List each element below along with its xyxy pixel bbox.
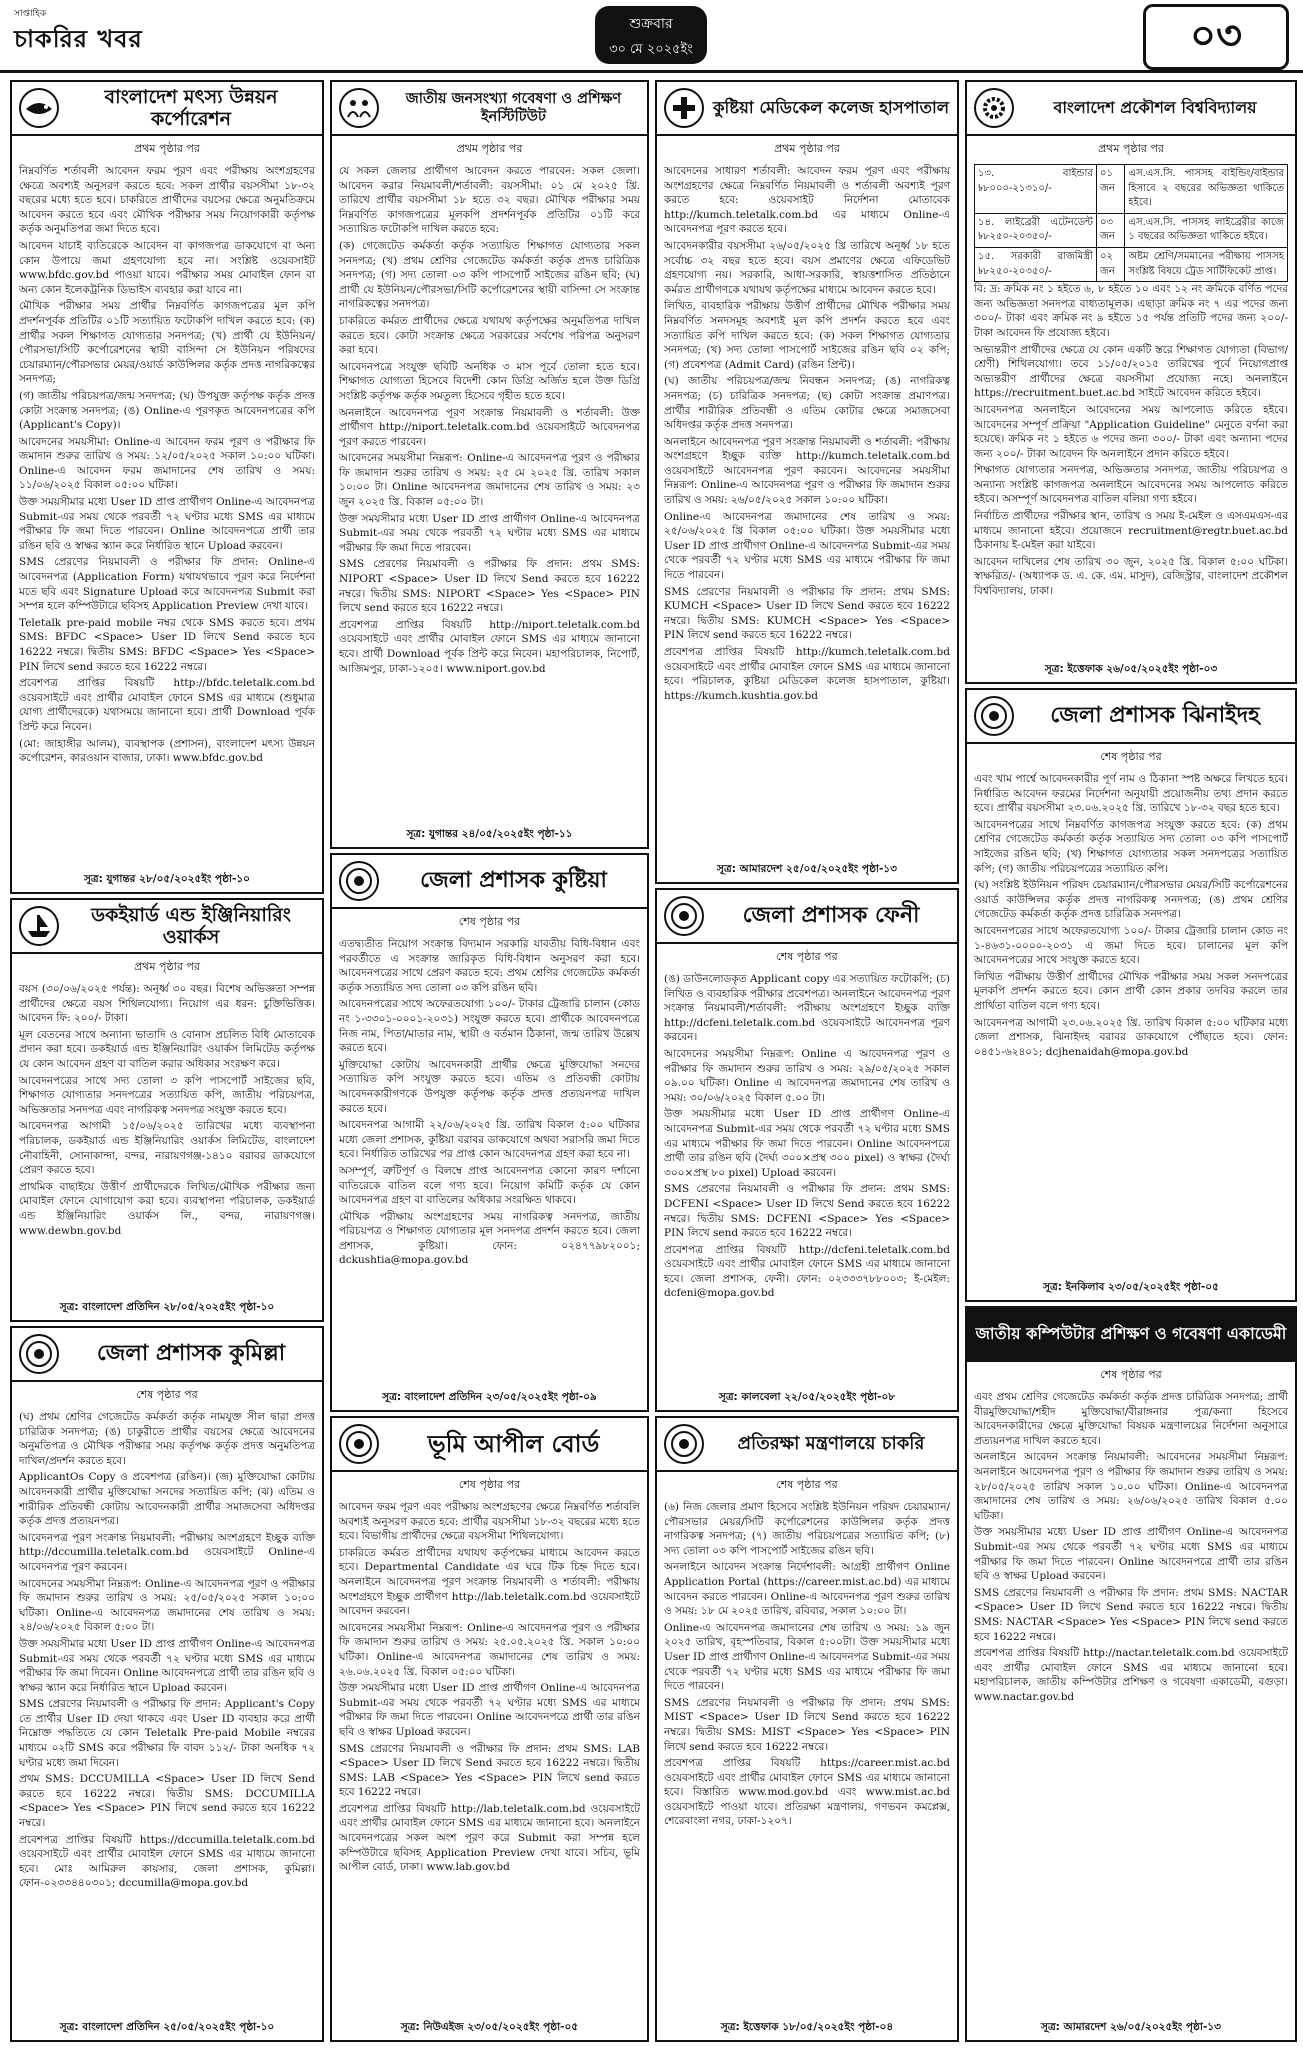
ad-continued-label: প্রথম পৃষ্ঠার পর bbox=[456, 142, 523, 155]
ad-paragraph: চাকরিতে কর্মরত প্রার্থীদের যথাযথ কর্তৃপক্ষের মাধ্যমে আবেদন করতে হবে। Departmental Candidate এর ঘরে টিক চিহ্ন দিতে হবে। অনলাইনে আবেদনপত্র পূরণ সংক্রান্ত নিয়মাবলী ও শর্তাবলী: পরীক্ষায় অংশগ্রহণে ইচ্ছুক প্রার্থীগণ http://lab.teletalk.com.bd ওয়েবসাইটে আবেদন করবেন। bbox=[339, 1546, 640, 1618]
ad-body bbox=[332, 1498, 647, 1875]
ad-paragraph: আবেদন দাখিলের শেষ তারিখ ৩০ জুন, ২০২৫ খ্রি. বিকাল ৫:০০ ঘটিকা। স্বাক্ষরিত/- (অধ্যাপক ড. এ. কে. এম. মাসুদ), রেজিস্ট্রার, বাংলাদেশ প্রকৌশল বিশ্ববিদ্যালয়, ঢাকা। bbox=[974, 555, 1288, 598]
govt-seal-icon bbox=[338, 1423, 380, 1465]
ad-title: জেলা প্রশাসক ফেনী bbox=[742, 903, 920, 928]
niport-logo-icon bbox=[338, 87, 380, 129]
ad-paragraph: SMS প্রেরণের নিয়মাবলী ও পরীক্ষার ফি প্রদান: প্রথম SMS: DCFENI <Space> User ID লিখে Send করতে হবে 16222 নম্বরে। দ্বিতীয় SMS: DCFENI <Space> Yes <Space> PIN লিখে send করতে হবে 16222 নম্বরে। bbox=[664, 1183, 950, 1240]
ad-niport bbox=[330, 80, 649, 849]
ad-paragraph: আবেদন যাচাই ব্যতিরেকে আবেদন বা কাগজপত্র ডাকযোগে বা অন্য কোন উপায়ে জমা গ্রহণযোগ্য হবে না। সংশ্লিষ্ট ওয়েবসাইট www.bfdc.gov.bd পাওয়া যাবে। পরীক্ষার সময় মোবাইল ফোন বা অন্য কোন ইলেকট্রনিক ডিভাইস ব্যবহার করা যাবে না। bbox=[19, 239, 315, 296]
ad-source: সূত্র: কালবেলা ২২/০৫/২০২৫ইং পৃষ্ঠা-০৮ bbox=[718, 1391, 896, 1403]
ad-nactar bbox=[965, 1306, 1297, 2042]
ad-source: সূত্র: বাংলাদেশ প্রতিদিন ২৫/০৫/২০২৫ইং পৃষ্ঠা-১০ bbox=[59, 2021, 275, 2033]
issue-date-badge bbox=[595, 6, 707, 64]
table-row bbox=[975, 247, 1288, 281]
ad-paragraph: অনলাইনে আবেদন সংক্রান্ত নির্দেশাবলী: আগ্রহী প্রার্থীগণ Online Application Portal (https://career.mist.ac.bd) এর মাধ্যমে আবেদন করতে পারবেন। Online-এ আবেদনপত্র পূরণ শুরুর তারিখ ও সময়: ১৮ মে ২০২৫ তারিখ, রবিবার, সকাল ১০:০০ টা। bbox=[664, 1561, 950, 1618]
ad-paragraph: SMS প্রেরণের নিয়মাবলী ও পরীক্ষার ফি প্রদান: Online-এ আবেদনপত্র (Application Form) যথাযথভাবে পূরণ করে নির্দেশনা মতে ছবি এবং Signature Upload করে আবেদনপত্র Submit করা সম্পন্ন হলে কম্পিউটারে ছবিসহ Application Preview দেখা যাবে। bbox=[19, 556, 315, 613]
ad-paragraph: অনলাইনে আবেদনপত্র পূরণ সংক্রান্ত নিয়মাবলী ও শর্তাবলী: উক্ত প্রার্থীগণ http://niport.teletalk.com.bd ওয়েবসাইটে আবেদনপত্র পূরণ করতে পারবেন। bbox=[339, 406, 640, 448]
govt-seal-icon bbox=[663, 1423, 705, 1465]
medical-logo-icon bbox=[663, 87, 705, 129]
ad-paragraph: মূল বেতনের সাথে অন্যান্য ভাতাদি ও বোনাস প্রচলিত বিধি মোতাবেক প্রদান করা হবে। ডকইয়ার্ড এন্ড ইঞ্জিনিয়ারিং ওয়ার্কস লিমিটেড কর্তৃপক্ষ যে কোন আবেদন গ্রহণ বা বাতিল করার অধিকার সংরক্ষণ করে। bbox=[19, 1028, 315, 1070]
ad-paragraph: লিখিত, ব্যবহারিক পরীক্ষায় উত্তীর্ণ প্রার্থীদের মৌখিক পরীক্ষার সময় নিম্নবর্ণিত সনদসমূহ অবশ্যই মূল কপি প্রদর্শন করতে হবে এবং সত্যায়িত কপি দাখিল করতে হবে: (ক) সকল শিক্ষাগত যোগ্যতার সনদপত্র; (খ) সদ্য তোলা পাসপোর্ট সাইজের রঙিন ছবি ০২ কপি; (গ) প্রবেশপত্র (Admit Card) (রঙিন প্রিন্ট)। bbox=[664, 300, 950, 371]
ad-paragraph: প্রবেশপত্র প্রাপ্তির বিষয়টি http://dcfeni.teletalk.com.bd ওয়েবসাইটে এবং প্রার্থীর মোবাইল ফোনে SMS এর মাধ্যমে জানানো হবে। জেলা প্রশাসক, ফেনী। ফোন: ০২৩৩৩৭৮৮০০৩; ই-মেইল: dcfeni@mopa.gov.bd bbox=[664, 1243, 950, 1300]
ad-header bbox=[657, 82, 957, 136]
ad-paragraph: আবেদনের সময়সীমা নিম্নরূপ: Online-এ আবেদনপত্র পূরণ ও পরীক্ষার ফি জমাদান শুরুর তারিখ ও সময়: ২৫/০৫/২০২৫ সকাল ১০:০০ ঘটিকা। Online-এ আবেদনপত্র জমাদানের শেষ তারিখ ও সময়: ২৪/০৬/২০২৫ বিকাল ৫:০০ টা। bbox=[19, 1577, 315, 1634]
ad-paragraph: যে সকল জেলার প্রার্থীগণ আবেদন করতে পারবেন: সকল জেলা। আবেদন করার নিয়মাবলী/শর্তাবলী: বয়সসীমা: ০১ মে ২০২৫ খ্রি. তারিখে প্রার্থীর বয়সসীমা ১৮ হতে ৩২ বছর। মৌখিক পরীক্ষার সময় নিম্নবর্ণিত কাগজপত্রের মূলকপি প্রদর্শনপূর্বক প্রতিটির ০১টি করে সত্যায়িত ফটোকপি দাখিল করতে হবে: bbox=[339, 165, 640, 236]
ad-header bbox=[12, 900, 322, 954]
govt-seal-icon bbox=[973, 695, 1015, 737]
ad-title: বাংলাদেশ মৎস্য উন্নয়ন কর্পোরেশন bbox=[104, 86, 278, 130]
ad-body bbox=[657, 970, 957, 1301]
ad-paragraph: আবেদনপত্রের সাথে অফেরতযোগ্য ১০০/- টাকার ট্রেজারি চালান (কোড নং ১-৩৩০১-০০০১-২০৩১) সংযুক্ত করতে হবে। প্রার্থীকে আবেদনপত্রে নিজ নাম, পিতা/মাতার নাম, স্থায়ী ও বর্তমান ঠিকানা, জন্ম তারিখ উল্লেখ করতে হবে। bbox=[339, 998, 640, 1055]
ad-continued-label: শেষ পৃষ্ঠার পর bbox=[1100, 750, 1162, 763]
ad-paragraph: Teletalk pre-paid mobile নম্বর থেকে SMS করতে হবে। প্রথম SMS: BFDC <Space> User ID লিখে Send করতে হবে 16222 নম্বরে। দ্বিতীয় SMS: BFDC <Space> Yes <Space> PIN লিখে send করতে হবে 16222 নম্বরে। bbox=[19, 616, 315, 673]
issue-day: শুক্রবার bbox=[629, 16, 673, 32]
ad-body bbox=[332, 935, 647, 1268]
ad-source: সূত্র: নিউএইজ ২৩/০৫/২০২৫ইং পৃষ্ঠা-০৫ bbox=[400, 2021, 579, 2033]
ad-paragraph: আবেদনপত্রের সাথে নিম্নবর্ণিত কাগজপত্র সংযুক্ত করতে হবে: (ক) প্রথম শ্রেণির গেজেটেড কর্মকর্তা কর্তৃক সত্যায়িত সদ্য তোলা ০৩ কপি পাসপোর্ট সাইজের রঙিন ছবি; (খ) শিক্ষাগত যোগ্যতার সকল সনদপত্রের সত্যায়িত কপি; (গ) জাতীয় পরিচয়পত্রের সত্যায়িত কপি। bbox=[974, 818, 1288, 875]
ad-dc-feni bbox=[655, 888, 959, 1412]
ad-defence-ministry bbox=[655, 1416, 959, 2042]
post-table bbox=[974, 164, 1288, 282]
ad-title: জেলা প্রশাসক কুষ্টিয়া bbox=[420, 868, 607, 893]
ad-continued-label: শেষ পৃষ্ঠার পর bbox=[458, 1478, 521, 1491]
ad-paragraph: SMS প্রেরণের নিয়মাবলী ও পরীক্ষার ফি প্রদান: প্রথম SMS: NIPORT <Space> User ID লিখে Send করতে হবে 16222 নম্বরে। দ্বিতীয় SMS: NIPORT <Space> Yes <Space> PIN লিখে send করতে হবে 16222 নম্বরে। bbox=[339, 558, 640, 615]
ad-paragraph: আবেদনপত্রের সাথে অফেরতযোগ্য ১০০/- টাকার ট্রেজারি চালান কোড নং ১-৪৬৩১-০০০০-২০৩১ এ জমা দিতে হবে। চালানের মূল কপি আবেদনপত্রের সাথে সংযুক্ত করতে হবে। bbox=[974, 924, 1288, 967]
masthead bbox=[0, 0, 1303, 73]
ad-paragraph: বি: দ্র: ক্রমিক নং ১ হইতে ৬, ৮ হইতে ১০ এবং ১২ নং ক্রমিকে বর্ণিত পদের জন্য অভিজ্ঞতা সনদপত্র বাধ্যতামূলক। এছাড়া ক্রমিক নং ৭ এর পদের জন্য ৩০০/- টাকা এবং ক্রমিক নং ৯ হইতে ১৫ পর্যন্ত প্রতিটি পদের জন্য ২০০/- টাকা আবেদন ফি প্রযোজ্য হইবে। bbox=[974, 283, 1288, 339]
ad-source: সূত্র: ইনকিলাব ২৩/০৫/২০২৫ইং পৃষ্ঠা-০৫ bbox=[1043, 1281, 1219, 1293]
requirement-cell: অষ্টম শ্রেণি/সমমানের পরীক্ষায় পাসসহ সংশ্লিষ্ট বিষয়ে ট্রেড সার্টিফিকেট প্রাপ্ত। bbox=[1125, 247, 1288, 281]
brand-tagline: সাপ্তাহিক bbox=[14, 9, 47, 19]
requirement-cell: এস.এস.সি. পাসসহ বাইন্ডিং/বাইন্ডার হিসাবে ২ বছরের অভিজ্ঞতা থাকিতে হইবে। bbox=[1125, 165, 1288, 214]
ad-title: প্রতিরক্ষা মন্ত্রণালয়ে চাকরি bbox=[737, 1433, 925, 1454]
ad-continued-label: শেষ পৃষ্ঠার পর bbox=[776, 1478, 838, 1491]
ad-dc-jhenaidah bbox=[965, 688, 1297, 1302]
ad-paragraph: আবেদনপত্রে সংযুক্ত ছবিটি অনধিক ৩ মাস পূর্বে তোলা হতে হবে। শিক্ষাগত যোগ্যতা হিসেবে বিদেশী কোন ডিগ্রি অর্জিত হলে উক্ত ডিগ্রি সংশ্লিষ্ট কর্তৃপক্ষ কর্তৃক সমতুল্য হিসেবে গৃহীত হতে হবে। bbox=[339, 360, 640, 402]
ad-source: সূত্র: যুগান্তর ২৮/০৫/২০২৫ইং পৃষ্ঠা-১০ bbox=[83, 873, 251, 885]
ad-header bbox=[967, 1308, 1295, 1362]
requirement-cell: এস.এস.সি. পাসসহ লাইব্রেরীর কাজে ১ বছরের অভিজ্ঞতা থাকিতে হইবে। bbox=[1125, 213, 1288, 247]
ad-paragraph: উক্ত সময়সীমার মধ্যে User ID প্রাপ্ত প্রার্থীগণ Online-এ আবেদনপত্র Submit-এর সময় থেকে পরবর্তী ৭২ ঘণ্টার মধ্যে SMS এর মাধ্যমে পরীক্ষার ফি জমা দিবেন। Online আবেদনপত্রে প্রার্থী তার রঙিন ছবি ও স্বাক্ষর স্ক্যান করে নির্ধারিত স্থানে Upload করবেন। bbox=[19, 1637, 315, 1694]
issue-date: ৩০ মে ২০২৫ইং bbox=[609, 42, 693, 57]
ad-paragraph: উক্ত সময়সীমার মধ্যে User ID প্রাপ্ত প্রার্থীগণ Online-এ আবেদনপত্র Submit-এর সময় থেকে পরবর্তী ৭২ ঘণ্টার মধ্যে SMS এর মাধ্যমে পরীক্ষার ফি জমা দিতে পারবেন। Online আবেদনপত্রে প্রার্থী তার রঙিন ছবি (দৈর্ঘ্য ৩০০×প্রস্থ ৩০০ pixel) ও স্বাক্ষর (দৈর্ঘ্য ৩০০×প্রস্থ ৮০ pixel) Upload করবেন। bbox=[664, 1108, 950, 1179]
ad-buet bbox=[965, 80, 1297, 684]
ad-paragraph: প্রবেশপত্র প্রাপ্তির বিষয়টি https://dccumilla.teletalk.com.bd ওয়েবসাইটে এবং প্রার্থীর মোবাইল ফোনে SMS এর মাধ্যমে জানানো হবে। মোঃ আমিরুল কায়সার, জেলা প্রশাসক, কুমিল্লা। ফোন-০২৩৩৪৪০৩০১; dccumilla@mopa.gov.bd bbox=[19, 1833, 315, 1890]
ad-body bbox=[12, 162, 322, 766]
ad-paragraph: অনলাইনে আবেদন সংক্রান্ত নিয়মাবলী: আবেদনের সময়সীমা নিম্নরূপ: অনলাইনে আবেদনপত্র পূরণ ও পরীক্ষার ফি জমাদান শুরুর তারিখ ও সময়: ২৮/০৫/২০২৫ তারিখ সকাল ১০.০০ ঘটিকা। Online-এ আবেদনপত্র জমাদানের শেষ তারিখ ও সময়: ২৬/০৬/২০২৫ তারিখ বিকাল ৫.০০ ঘটিকা। bbox=[974, 1451, 1288, 1522]
ad-paragraph: আবেদন ফরম পূরণ এবং পরীক্ষায় অংশগ্রহণের ক্ষেত্রে নিম্নবর্ণিত শর্তাবলি অবশ্যই অনুসরণ করতে হবে: প্রার্থীর বয়সসীমা ১৮-৩২ বছরের মধ্যে হতে হবে। বিভাগীয় প্রার্থীদের ক্ষেত্রে বয়সসীমা শিথিলযোগ্য। bbox=[339, 1501, 640, 1543]
ad-paragraph: প্রবেশপত্র প্রাপ্তির বিষয়টি http://lab.teletalk.com.bd ওয়েবসাইটে এবং প্রার্থীর মোবাইল ফোনে SMS এর মাধ্যমে জানানো হবে। অনলাইনে আবেদনপত্রের সকল অংশ পূরণ করে Submit করা সম্পন্ন হলে কম্পিউটারে ছবিসহ Application Preview দেখা যাবে। সচিব, ভূমি আপীল বোর্ড, ঢাকা। www.lab.gov.bd bbox=[339, 1802, 640, 1874]
ad-paragraph: আবেদনপত্র আগামী ১৫/০৬/২০২৫ তারিখের মধ্যে ব্যবস্থাপনা পরিচালক, ডকইয়ার্ড এন্ড ইঞ্জিনিয়ারিং ওয়ার্কস লিমিটেড, বাংলাদেশ নৌবাহিনী, সোনাকান্দা, বন্দর, নারায়ণগঞ্জ-১৪১০ বরাবর ডাকযোগে প্রেরণ করতে হবে। bbox=[19, 1120, 315, 1177]
ad-title: জাতীয় কম্পিউটার প্রশিক্ষণ ও গবেষণা একাডেমী bbox=[975, 1324, 1287, 1343]
ad-paragraph: বয়স (৩০/০৬/২০২৫ পর্যন্ত): অনূর্ধ্ব ৩০ বছর। বিশেষ অভিজ্ঞতা সম্পন্ন প্রার্থীদের ক্ষেত্রে বয়স শিথিলযোগ্য। নিয়োগ এর ধরন: চুক্তিভিত্তিক। আবেদন ফি: ২০০/- টাকা। bbox=[19, 983, 315, 1025]
ad-paragraph: শিক্ষাগত যোগ্যতার সনদপত্র, অভিজ্ঞতার সনদপত্র, জাতীয় পরিচয়পত্র ও অন্যান্য সংশ্লিষ্ট কাগজপত্র অনলাইনে আবেদনের সময় আপলোড করিতে হইবে। অসম্পূর্ণ আবেদনপত্র বাতিল বলিয়া গণ্য হইবে। bbox=[974, 464, 1288, 506]
ad-paragraph: প্রথম SMS: DCCUMILLA <Space> User ID লিখে Send করতে হবে 16222 নম্বরে। দ্বিতীয় SMS: DCCUMILLA <Space> Yes <Space> PIN লিখে send করতে হবে 16222 নম্বরে। bbox=[19, 1773, 315, 1830]
ad-paragraph: লিখিত পরীক্ষায় উত্তীর্ণ প্রার্থীদের মৌখিক পরীক্ষার সময় সকল সনদপত্রের মূলকপি প্রদর্শন করতে হবে। কোন প্রার্থী কোন প্রকার তদবির করলে তার প্রার্থিতা বাতিল বলে গণ্য হবে। bbox=[974, 970, 1288, 1012]
ad-paragraph: মুক্তিযোদ্ধা কোটায় আবেদনকারী প্রার্থীর ক্ষেত্রে মুক্তিযোদ্ধা সনদের সত্যায়িত কপি সংযুক্ত করতে হবে। এতিম ও প্রতিবন্ধী কোটায় আবেদনকারীগণকে উপযুক্ত কর্তৃপক্ষ কর্তৃক প্রদত্ত প্রত্যয়নপত্র দাখিল করতে হবে। bbox=[339, 1058, 640, 1115]
ad-continued-label: প্রথম পৃষ্ঠার পর bbox=[134, 960, 200, 973]
ad-body bbox=[12, 1408, 322, 1891]
ad-paragraph: প্রবেশপত্র প্রাপ্তির বিষয়টি http://niport.teletalk.com.bd ওয়েবসাইটে এবং প্রার্থীর মোবাইল ফোনে SMS এর মাধ্যমে জানানো হবে। প্রার্থী Download পূর্বক প্রিন্ট করে নিবেন। মহাপরিচালক, নিপোর্ট, আজিমপুর, ঢাকা-১২০৫। www.niport.gov.bd bbox=[339, 618, 640, 675]
ad-source: সূত্র: ইত্তেফাক ২৬/০৫/২০২৫ইং পৃষ্ঠা-০৩ bbox=[1044, 663, 1218, 675]
post-cell: ১৩. বাইন্ডার ৳৮০০০-২১৩১০/- bbox=[975, 165, 1097, 214]
ad-continued-label: প্রথম পৃষ্ঠার পর bbox=[134, 142, 200, 155]
page-number: ০৩ bbox=[1143, 4, 1289, 70]
ad-paragraph: উক্ত সময়সীমার মধ্যে User ID প্রাপ্ত প্রার্থীগণ Online-এ আবেদনপত্র Submit-এর সময় থেকে পরবর্তী ৭২ ঘণ্টার মধ্যে SMS এর মাধ্যমে পরীক্ষার ফি জমা দিতে পারবেন। bbox=[339, 512, 640, 554]
ad-paragraph: আবেদনের সময়সীমা নিম্নরূপ: Online-এ আবেদনপত্র পূরণ ও পরীক্ষার ফি জমাদান শুরুর তারিখ ও সময়: ২৫ মে ২০২৫ খ্রি. তারিখ সকাল ১০:০০ টা। Online আবেদনপত্র জমাদানের শেষ তারিখ ও সময়: ২৩ জুন ২০২৫ খ্রি. বিকাল ০৫:০০ টা। bbox=[339, 452, 640, 509]
fisheries-logo-icon bbox=[18, 87, 60, 129]
ad-title: ডকইয়ার্ড এন্ড ইঞ্জিনিয়ারিং ওয়ার্কস bbox=[91, 904, 291, 948]
ad-source: সূত্র: আমারদেশ ২৫/০৫/২০২৫ইং পৃষ্ঠা-১৩ bbox=[717, 863, 897, 875]
ad-header bbox=[12, 82, 322, 136]
ad-body bbox=[657, 1498, 957, 1829]
ad-continued-label: শেষ পৃষ্ঠার পর bbox=[776, 950, 838, 963]
ad-paragraph: এবং খাম পার্শ্বে আবেদনকারীর পূর্ণ নাম ও ঠিকানা স্পষ্ট অক্ষরে লিখতে হবে। নির্ধারিত আবেদন ফরমের নির্দেশনা অনুযায়ী প্রয়োজনীয় তথ্য প্রদান করতে হবে। প্রার্থীর বয়সসীমা ২৩.০৬.২০২৫ খ্রি. তারিখে ১৮-৩২ বছর হতে হবে। bbox=[974, 773, 1288, 815]
ad-paragraph: উক্ত সময়সীমার মধ্যে User ID প্রাপ্ত প্রার্থীগণ Online-এ আবেদনপত্র Submit-এর সময় থেকে পরবর্তী ৭২ ঘণ্টার মধ্যে SMS এর মাধ্যমে পরীক্ষার ফি জমা দিতে পারবেন। Online আবেদনপত্রে প্রার্থী তার রঙিন ছবি ও স্বাক্ষর স্ক্যান করে নির্ধারিত স্থানে Upload করবেন। bbox=[19, 496, 315, 552]
ad-paragraph: অনলাইনে আবেদনপত্র পূরণ সংক্রান্ত নিয়মাবলী ও শর্তাবলী: পরীক্ষায় অংশগ্রহণে ইচ্ছুক ব্যক্তি http://kumch.teletalk.com.bd ওয়েবসাইটে আবেদনপত্র পূরণ করবেন। আবেদনের সময়সীমা নিম্নরূপ: Online-এ আবেদনপত্র পূরণ ও পরীক্ষার ফি জমাদান শুরুর তারিখ ও সময়: ২৬/০৫/২০২৫ সকাল ১০:০০ ঘটিকা। bbox=[664, 435, 950, 507]
ad-paragraph: প্রবেশপত্র প্রাপ্তির বিষয়টি http://bfdc.teletalk.com.bd ওয়েবসাইটে এবং প্রার্থীর মোবাইল ফোনে SMS এর মাধ্যমে (শুধুমাত্র যোগ্য প্রার্থীদেরকে) যথাসময়ে জানানো হবে। প্রার্থী Download পূর্বক প্রিন্ট করে নিবেন। bbox=[19, 677, 315, 733]
ad-paragraph: আবেদনপত্র অনলাইনে আবেদনের সময় আপলোড করিতে হইবে। আবেদনের সম্পূর্ণ প্রক্রিয়া "Application Guideline" মেনুতে বর্ণনা করা হয়েছে। ক্রমিক নং ১ হইতে ৬ পদের জন্য ৩০০/- টাকা এবং অন্যান্য পদের জন্য ২০০/- টাকা আবেদন ফি অনলাইনে প্রদান করিতে হইবে। bbox=[974, 403, 1288, 460]
ad-title: জেলা প্রশাসক ঝিনাইদহ bbox=[1050, 703, 1260, 728]
ad-paragraph: (ঘ) জাতীয় পরিচয়পত্র/জন্ম নিবন্ধন সনদপত্র; (ঙ) নাগরিকত্ব সনদপত্র; (চ) চারিত্রিক সনদপত্র; (ছ) কোটা সংক্রান্ত প্রমাণপত্র। প্রার্থীর শারীরিক প্রতিবন্ধী ও এতিম কোটার ক্ষেত্রে সমাজসেবা অধিদপ্তর কর্তৃক প্রদত্ত সনদপত্র। bbox=[664, 375, 950, 432]
ad-dc-cumilla bbox=[10, 1326, 324, 2042]
ad-paragraph: উক্ত সময়সীমার মধ্যে User ID প্রাপ্ত প্রার্থীগণ Online-এ আবেদনপত্র Submit-এর সময় থেকে পরবর্তী ৭২ ঘণ্টার মধ্যে SMS এর মাধ্যমে পরীক্ষার ফি জমা দিতে পারবেন। Online আবেদনপত্রে প্রার্থী তার রঙিন ছবি ও স্বাক্ষর Upload করবেন। bbox=[339, 1682, 640, 1738]
ad-title: বাংলাদেশ প্রকৌশল বিশ্ববিদ্যালয় bbox=[1053, 98, 1257, 117]
table-row bbox=[975, 165, 1288, 214]
ad-paragraph: (মো: জাহাঙ্গীর আলম), ব্যবস্থাপক (প্রশাসন), বাংলাদেশ মৎস্য উন্নয়ন কর্পোরেশন, কারওয়ান বাজার, ঢাকা। www.bfdc.gov.bd bbox=[19, 737, 315, 765]
govt-seal-icon bbox=[663, 895, 705, 937]
ad-header bbox=[12, 1328, 322, 1382]
post-cell: ১৪. লাইব্রেরী এটেনডেন্ট ৳৮২৫০-২০৩৫০/- bbox=[975, 213, 1097, 247]
ad-paragraph: ApplicantOs Copy ও প্রবেশপত্র (রঙিন)। (জ) মুক্তিযোদ্ধা কোটায় আবেদনকারী প্রার্থীর মুক্তিযোদ্ধা সনদের সত্যায়িত কপি; (ঝ) এতিম ও শারীরিক প্রতিবন্ধী কোটায় আবেদনকারী প্রার্থীর সমাজসেবা অধিদপ্তর কর্তৃক প্রদত্ত প্রত্যয়নপত্র। bbox=[19, 1471, 315, 1528]
brand-logo bbox=[14, 6, 164, 62]
ad-body bbox=[332, 162, 647, 676]
ad-source: সূত্র: বাংলাদেশ প্রতিদিন ২৩/০৫/২০২৫ইং পৃষ্ঠা-০৯ bbox=[382, 1391, 597, 1403]
ad-paragraph: SMS প্রেরণের নিয়মাবলী ও পরীক্ষার ফি প্রদান: প্রথম SMS: NACTAR <Space> User ID লিখে Send করতে হবে 16222 নম্বরে। দ্বিতীয় SMS: NACTAR <Space> Yes <Space> PIN লিখে send করতে হবে 16222 নম্বরে। bbox=[974, 1586, 1288, 1643]
ad-header bbox=[332, 1418, 647, 1472]
ad-title: ভূমি আপীল বোর্ড bbox=[427, 1430, 600, 1458]
ad-body bbox=[12, 980, 322, 1238]
ad-paragraph: অভ্যন্তরীণ প্রার্থীদের ক্ষেত্রে যে কোন একটি স্তরে শিক্ষাগত যোগ্যতা (বিভাগ/শ্রেণী) শিথিলযোগ্য। তবে ১১/০৫/২০১৫ তারিখের পূর্বে নিয়োগপ্রাপ্ত অভ্যন্তরীণ প্রার্থীদের ক্ষেত্রে বয়সসীমা প্রযোজ্য নহে। অনলাইনে https://recruitment.buet.ac.bd সাইটে আবেদন করিতে হইবে। bbox=[974, 343, 1288, 400]
ad-dc-kushtia bbox=[330, 853, 649, 1412]
govt-seal-icon bbox=[338, 860, 380, 902]
ad-paragraph: (ঘ) প্রথম শ্রেণির গেজেটেড কর্মকর্তা কর্তৃক নামযুক্ত সীল দ্বারা প্রদত্ত চারিত্রিক সনদপত্র; (ঙ) চাকুরীতে প্রার্থীর বয়সের ক্ষেত্রে আবেদনের অনুমতিপত্র ও মৌখিক পরীক্ষার সময় কর্তৃপক্ষ কর্তৃক প্রদত্ত অনুমতিপত্র দাখিল/প্রদর্শন করতে হবে। bbox=[19, 1411, 315, 1467]
ad-paragraph: আবেদনের সময়সীমা নিম্নরূপ: Online এ আবেদনপত্র পূরণ ও পরীক্ষার ফি জমাদান শুরুর তারিখ ও সময়: ২৯/০৫/২০২৫ সকাল ০৯.০০ ঘটিকা। Online এ আবেদনপত্র জমাদানের শেষ তারিখ ও সময়: ৩০/০৬/২০২৫ বিকাল ৫.০০ টা। bbox=[664, 1047, 950, 1104]
ad-paragraph: (৬) নিজ জেলার প্রমাণ হিসেবে সংশ্লিষ্ট ইউনিয়ন পরিষদ চেয়ারম্যান/পৌরসভার মেয়র/সিটি কর্পোরেশনের কাউন্সিলর কর্তৃক প্রদত্ত নাগরিকত্ব সনদপত্র; (৭) জাতীয় পরিচয়পত্রের সত্যায়িত কপি; (৮) সদ্য তোলা ০৩ কপি পাসপোর্ট সাইজের রঙিন ছবি। bbox=[664, 1501, 950, 1557]
ad-paragraph: নির্বাচিত প্রার্থীদের পরীক্ষার স্থান, তারিখ ও সময় ই-মেইল ও এসএমএস-এর মাধ্যমে জানানো হইবে। প্রয়োজনে recruitment@regtr.buet.ac.bd ঠিকানায় ই-মেইল করা যাইবে। bbox=[974, 510, 1288, 552]
ad-paragraph: চাকরিতে কর্মরত প্রার্থীদের ক্ষেত্রে যথাযথ কর্তৃপক্ষের অনুমতিপত্র দাখিল করতে হবে। কোটা সংক্রান্ত ক্ষেত্রে সরকারের সর্বশেষ পরিপত্র অনুসরণ করা হবে। bbox=[339, 314, 640, 357]
ad-paragraph: উক্ত সময়সীমার মধ্যে User ID প্রাপ্ত প্রার্থীগণ Online-এ আবেদনপত্র Submit-এর সময় থেকে পরবর্তী ৭২ ঘণ্টার মধ্যে SMS এর মাধ্যমে পরীক্ষার ফি জমা দিতে পারবেন। Online আবেদনপত্রে প্রার্থী তার রঙিন ছবি ও স্বাক্ষর Upload করবেন। bbox=[974, 1526, 1288, 1583]
ad-bfdc bbox=[10, 80, 324, 894]
ad-continued-label: প্রথম পৃষ্ঠার পর bbox=[774, 142, 840, 155]
ad-paragraph: (ঘ) সংশ্লিষ্ট ইউনিয়ন পরিষদ চেয়ারম্যান/পৌরসভার মেয়র/সিটি কর্পোরেশনের ওয়ার্ড কাউন্সিলর কর্তৃক প্রদত্ত নাগরিকত্ব সনদপত্র; (ঙ) প্রথম শ্রেণির গেজেটেড কর্মকর্তা কর্তৃক প্রদত্ত চারিত্রিক সনদপত্র। bbox=[974, 879, 1288, 921]
ad-paragraph: মৌখিক পরীক্ষার সময় প্রার্থীর নিম্নবর্ণিত কাগজপত্রের মূল কপি প্রদর্শনপূর্বক প্রতিটির ০১টি সত্যায়িত ফটোকপি দাখিল করতে হবে: (ক) প্রার্থীর সকল শিক্ষাগত যোগ্যতার সনদপত্র; (খ) প্রার্থী যে ইউনিয়ন/পৌরসভা/সিটি কর্পোরেশনের স্থায়ী বাসিন্দা সে ইউনিয়ন পরিষদের চেয়ারম্যান/পৌরসভার মেয়র/ওয়ার্ড কাউন্সিলর কর্তৃক প্রদত্ত নাগরিকত্বের সনদপত্র; bbox=[19, 300, 315, 386]
ad-continued-label: শেষ পৃষ্ঠার পর bbox=[1100, 1368, 1162, 1381]
ad-paragraph: আবেদনপত্র আগামী ২৩.০৬.২০২৫ খ্রি. তারিখ বিকাল ৫:০০ ঘটিকার মধ্যে জেলা প্রশাসক, ঝিনাইদহ বরাবর ডাকযোগে পৌঁছাতে হবে। ফোন: ০৪৫১-৬২৪০১; dcjhenaidah@mopa.gov.bd bbox=[974, 1016, 1288, 1058]
ad-continued-label: প্রথম পৃষ্ঠার পর bbox=[1098, 142, 1164, 155]
ad-source: সূত্র: ইত্তেফাক ১৮/০৫/২০২৫ইং পৃষ্ঠা-০৪ bbox=[720, 2021, 894, 2033]
ad-header bbox=[967, 690, 1295, 744]
vacancy-cell: ০২ জন bbox=[1096, 247, 1124, 281]
ad-body bbox=[967, 1388, 1295, 1704]
ad-title: জাতীয় জনসংখ্যা গবেষণা ও প্রশিক্ষণ ইনস্টিটিউট bbox=[405, 91, 622, 125]
ad-dockyard bbox=[10, 898, 324, 1322]
table-row bbox=[975, 213, 1288, 247]
ad-paragraph: প্রবেশপত্র প্রাপ্তির বিষয়টি http://nactar.teletalk.com.bd ওয়েবসাইটে এবং প্রার্থীর মোবাইল ফোনে SMS এর মাধ্যমে জানানো হবে। মহাপরিচালক, জাতীয় কম্পিউটার প্রশিক্ষণ ও গবেষণা একাডেমী, বগুড়া। www.nactar.gov.bd bbox=[974, 1647, 1288, 1703]
ad-body bbox=[967, 162, 1295, 599]
ad-paragraph: প্রবেশপত্র প্রাপ্তির বিষয়টি https://career.mist.ac.bd ওয়েবসাইটে এবং প্রার্থীর মোবাইল ফোনে SMS এর মাধ্যমে জানানো হবে। বিস্তারিত www.mod.gov.bd এবং www.mist.ac.bd ওয়েবসাইটে পাওয়া যাবে। প্রতিরক্ষা মন্ত্রণালয়, গণভবন কমপ্লেক্স, শেরেবাংলা নগর, ঢাকা-১২০৭। bbox=[664, 1757, 950, 1828]
ad-paragraph: আবেদনপত্রের সাথে সদ্য তোলা ৩ কপি পাসপোর্ট সাইজের ছবি, শিক্ষাগত যোগ্যতার সনদপত্রের সত্যায়িত কপি, জাতীয় পরিচয়পত্র, অভিজ্ঞতার সনদপত্র এবং নাগরিকত্ব সনদপত্র সংযুক্ত করতে হবে। bbox=[19, 1074, 315, 1116]
ad-header bbox=[332, 855, 647, 909]
ad-source: সূত্র: আমারদেশ ২৬/০৫/২০২৫ইং পৃষ্ঠা-১৩ bbox=[1041, 2021, 1221, 2033]
ad-paragraph: অসম্পূর্ণ, ত্রুটিপূর্ণ ও বিলম্বে প্রাপ্ত আবেদনপত্র কোনো কারণ দর্শানো ব্যতিরেকে বাতিল বলে গণ্য হবে। নিয়োগ কমিটি কর্তৃক যে কোন আবেদনপত্র গ্রহণ বা বাতিলের অধিকার সংরক্ষিত থাকবে। bbox=[339, 1164, 640, 1207]
ad-paragraph: আবেদনের সাধারণ শর্তাবলী: আবেদন ফরম পূরণ এবং পরীক্ষায় অংশগ্রহণের ক্ষেত্রে নিম্নবর্ণিত নিয়মাবলী ও শর্তাবলী অবশ্যই পূরণ করতে হবে: ওয়েবসাইট নির্দেশনা মোতাবেক http://kumch.teletalk.com.bd এর মাধ্যমে Online-এ আবেদনপত্র পূরণ করতে হবে। bbox=[664, 165, 950, 236]
ad-title: জেলা প্রশাসক কুমিল্লা bbox=[96, 1341, 286, 1366]
ad-paragraph: আবেদনের সময়সীমা: Online-এ আবেদন ফরম পূরণ ও পরীক্ষার ফি জমাদান শুরুর তারিখ ও সময়: ১২/০৫/২০২৫ সকাল ১০:০০ ঘটিকা। Online-এ আবেদন ফরম জমাদানের শেষ তারিখ ও সময়: ১১/০৬/২০২৫ বিকাল ০৫:০০ ঘটিকা। bbox=[19, 435, 315, 492]
ad-paragraph: প্রবেশপত্র প্রাপ্তির বিষয়টি http://kumch.teletalk.com.bd ওয়েবসাইটে এবং প্রার্থীর মোবাইল ফোনে SMS এর মাধ্যমে জানানো হবে। পরিচালক, কুষ্টিয়া মেডিকেল কলেজ হাসপাতাল, কুষ্টিয়া। https://kumch.kushtia.gov.bd bbox=[664, 646, 950, 702]
ad-land-appeal-board bbox=[330, 1416, 649, 2042]
ad-paragraph: SMS প্রেরণের নিয়মাবলী ও পরীক্ষার ফি প্রদান: প্রথম SMS: KUMCH <Space> User ID লিখে Send করতে হবে 16222 নম্বরে। দ্বিতীয় SMS: KUMCH <Space> Yes <Space> PIN লিখে send করতে হবে 16222 নম্বরে। bbox=[664, 585, 950, 642]
ad-body bbox=[657, 162, 957, 703]
ad-paragraph: এবং প্রথম শ্রেণির গেজেটেড কর্মকর্তা কর্তৃক প্রদত্ত চারিত্রিক সনদপত্র; প্রার্থী বীরমুক্তিযোদ্ধা/শহীদ মুক্তিযোদ্ধা/বীরাঙ্গনার পুত্র/কন্যা হিসেবে আবেদনকারীদের ক্ষেত্রে মুক্তিযোদ্ধা বিষয়ক মন্ত্রণালয়ের নির্দেশনা অনুসারে প্রত্যয়নপত্র দাখিল করতে হবে। bbox=[974, 1391, 1288, 1447]
ad-continued-label: শেষ পৃষ্ঠার পর bbox=[458, 915, 521, 928]
ad-paragraph: Online-এ আবেদনপত্র জমাদানের শেষ তারিখ ও সময়: ১৯ জুন ২০২৫ তারিখ, বৃহস্পতিবার, বিকাল ৫:০০টা। উক্ত সময়সীমার মধ্যে User ID প্রাপ্ত প্রার্থীগণ Online-এ আবেদনপত্র Submit-এর সময় থেকে পরবর্তী ৭২ ঘণ্টার মধ্যে SMS এর মাধ্যমে পরীক্ষার ফি জমা দিতে পারবেন। bbox=[664, 1621, 950, 1693]
ad-paragraph: আবেদনের সময়সীমা নিম্নরূপ: Online-এ আবেদনপত্র পূরণ ও পরীক্ষার ফি জমাদান শুরুর তারিখ ও সময়: ২৫.০৫.২০২৫ খ্রি. সকাল ১০:০০ ঘটিকা। Online-এ আবেদনপত্র জমাদানের শেষ তারিখ ও সময়: ২৬.০৬.২০২৫ খ্রি. বিকাল ০৫:০০ ঘটিকা। bbox=[339, 1621, 640, 1678]
ad-continued-label: শেষ পৃষ্ঠার পর bbox=[136, 1388, 198, 1401]
post-cell: ১৫. সরকারী রাজমিস্ত্রী ৳৮২৫০-২০৩৫০/- bbox=[975, 247, 1097, 281]
brand-name: চাকরির খবর bbox=[14, 25, 143, 53]
ad-source: সূত্র: যুগান্তর ২৪/০৫/২০২৫ইং পৃষ্ঠা-১১ bbox=[406, 828, 573, 840]
ad-source: সূত্র: বাংলাদেশ প্রতিদিন ২৮/০৫/২০২৫ইং পৃষ্ঠা-১০ bbox=[59, 1301, 275, 1313]
ad-paragraph: SMS প্রেরণের নিয়মাবলী ও পরীক্ষার ফি প্রদান: প্রথম SMS: MIST <Space> User ID লিখে Send করতে হবে 16222 নম্বরে। দ্বিতীয় SMS: MIST <Space> Yes <Space> PIN লিখে send করতে হবে 16222 নম্বরে। bbox=[664, 1696, 950, 1753]
ad-header bbox=[332, 82, 647, 136]
ad-paragraph: এতদ্ব্যতীত নিয়োগ সংক্রান্ত বিদ্যমান সরকারি যাবতীয় বিধি-বিধান এবং পরবর্তীতে এ সংক্রান্ত জারিকৃত বিধি-বিধান অনুসরণ করা হবে। আবেদনপত্রের সাথে প্রেরণ করতে হবে: প্রথম শ্রেণির গেজেটেড কর্মকর্তা কর্তৃক সত্যায়িত সদ্য তোলা ০৩ কপি রঙিন ছবি। bbox=[339, 938, 640, 994]
dockyard-logo-icon bbox=[18, 905, 60, 947]
ad-paragraph: আবেদনপত্র আগামী ২২/০৬/২০২৫ খ্রি. তারিখ বিকাল ৫:০০ ঘটিকার মধ্যে জেলা প্রশাসক, কুষ্টিয়া বরাবর ডাকযোগে অথবা সরাসরি জমা দিতে হবে। নির্ধারিত তারিখের পর প্রাপ্ত কোন আবেদনপত্র গ্রহণ করা হবে না। bbox=[339, 1119, 640, 1161]
ad-paragraph: আবেদনকারীর বয়সসীমা ২৬/০৫/২০২৫ খ্রি তারিখে অনূর্ধ্ব ১৮ হতে সর্বোচ্চ ৩২ বছর হতে হবে। বয়স প্রমাণের ক্ষেত্রে এফিডেভিট গ্রহণযোগ্য নয়। সরকারি, আধা-সরকারি, স্বায়ত্তশাসিত প্রতিষ্ঠানে কর্মরত প্রার্থীগণকে যথাযথ কর্তৃপক্ষের মাধ্যমে আবেদন করতে হবে। bbox=[664, 239, 950, 296]
ad-paragraph: (ঙ) ডাউনলোডকৃত Applicant copy এর সত্যায়িত ফটোকপি; (চ) লিখিত ও ব্যবহারিক পরীক্ষার প্রবেশপত্র। অনলাইনে আবেদনপত্র পূরণ সংক্রান্ত নিয়মাবলী/শর্তাবলী: পরীক্ষায় অংশগ্রহণে ইচ্ছুক ব্যক্তি http://dcfeni.teletalk.com.bd ওয়েবসাইটে আবেদনপত্র পূরণ করবেন। bbox=[664, 973, 950, 1044]
buet-logo-icon bbox=[973, 87, 1015, 129]
ad-paragraph: (ক) গেজেটেড কর্মকর্তা কর্তৃক সত্যায়িত শিক্ষাগত যোগ্যতার সকল সনদপত্র; (খ) প্রথম শ্রেণির গেজেটেড কর্মকর্তা কর্তৃক প্রদত্ত চারিত্রিক সনদপত্র; (গ) সদ্য তোলা ০৩ কপি পাসপোর্ট সাইজের রঙিন ছবি; (ঘ) প্রার্থী যে ইউনিয়ন/পৌরসভা/সিটি কর্পোরেশনের স্থায়ী বাসিন্দা সে সংক্রান্ত নাগরিকত্বের সনদপত্র। bbox=[339, 239, 640, 311]
govt-seal-icon bbox=[18, 1333, 60, 1375]
ad-header bbox=[657, 890, 957, 944]
vacancy-cell: ০১ জন bbox=[1096, 165, 1124, 214]
ad-header bbox=[967, 82, 1295, 136]
ad-body bbox=[967, 770, 1295, 1059]
ad-kushtia-medical bbox=[655, 80, 959, 884]
ad-paragraph: SMS প্রেরণের নিয়মাবলী ও পরীক্ষার ফি প্রদান: প্রথম SMS: LAB <Space> User ID লিখে Send করতে হবে 16222 নম্বরে। দ্বিতীয় SMS: LAB <Space> Yes <Space> PIN লিখে send করতে হবে 16222 নম্বরে। bbox=[339, 1742, 640, 1799]
ad-title: কুষ্টিয়া মেডিকেল কলেজ হাসপাতাল bbox=[712, 98, 950, 117]
vacancy-cell: ০৩ জন bbox=[1096, 213, 1124, 247]
ad-paragraph: SMS প্রেরণের নিয়মাবলী ও পরীক্ষার ফি প্রদান: Applicant's Copy তে প্রার্থীর User ID দেয়া থাকবে এবং User ID ব্যবহার করে প্রার্থী নিম্নোক্ত পদ্ধতিতে যে কোন Teletalk Pre-paid Mobile নম্বরের মাধ্যমে ০২টি SMS করে পরীক্ষার ফি বাবদ ১১২/- টাকা অনধিক ৭২ ঘণ্টার মধ্যে জমা দিবেন। bbox=[19, 1698, 315, 1769]
ad-paragraph: নিম্নবর্ণিত শর্তাবলী আবেদন ফরম পূরণ এবং পরীক্ষায় অংশগ্রহণের ক্ষেত্রে অবশ্যই অনুসরণ করতে হবে: সকল প্রার্থীর বয়সসীমা ১৮-৩২ বছরের মধ্যে হতে হবে। চাকরিতে প্রার্থীদের বয়সের ক্ষেত্রে অনুমতিক্রমে আবেদন করতে হবে এবং মৌখিক পরীক্ষার সময় নিয়োগকারী কর্তৃপক্ষ কর্তৃক অনুমতিপত্র জমা দিতে হবে। bbox=[19, 165, 315, 236]
ad-header bbox=[657, 1418, 957, 1472]
ad-paragraph: প্রাথমিক বাছাইয়ে উত্তীর্ণ প্রার্থীদেরকে লিখিত/মৌখিক পরীক্ষার জন্য মোবাইল ফোনে যোগাযোগ করা হবে। ব্যবস্থাপনা পরিচালক, ডকইয়ার্ড এন্ড ইঞ্জিনিয়ারিং ওয়ার্কস লি., বন্দর, নারায়ণগঞ্জ। www.dewbn.gov.bd bbox=[19, 1180, 315, 1237]
ad-paragraph: Online-এ আবেদনপত্র জমাদানের শেষ তারিখ ও সময়: ২৫/০৬/২০২৫ খ্রি বিকাল ০৫:০০ ঘটিকা। উক্ত সময়সীমার মধ্যে User ID প্রাপ্ত প্রার্থীগণ Online-এ আবেদনপত্র Submit-এর সময় থেকে পরবর্তী ৭২ ঘণ্টার মধ্যে SMS এর মাধ্যমে পরীক্ষার ফি জমা দিতে পারবেন। bbox=[664, 510, 950, 582]
ad-paragraph: (গ) জাতীয় পরিচয়পত্র/জন্ম সনদপত্র; (ঘ) উপযুক্ত কর্তৃপক্ষ কর্তৃক প্রদত্ত কোটা সংক্রান্ত সনদপত্র; (ঙ) Online-এ পূরণকৃত আবেদনপত্রের কপি (Applicant's Copy)। bbox=[19, 389, 315, 432]
ad-paragraph: আবেদনপত্র পূরণ সংক্রান্ত নিয়মাবলী: পরীক্ষায় অংশগ্রহণে ইচ্ছুক ব্যক্তি http://dccumilla.teletalk.com.bd ওয়েবসাইটে Online-এ আবেদনপত্র পূরণ করবেন। bbox=[19, 1531, 315, 1573]
ad-paragraph: মৌখিক পরীক্ষায় অংশগ্রহণের সময় নাগরিকত্ব সনদপত্র, জাতীয় পরিচয়পত্র ও শিক্ষাগত যোগ্যতার মূল সনদপত্র প্রদর্শন করতে হবে। জেলা প্রশাসক, কুষ্টিয়া। ফোন: ০২৪৭৭৯৮২০০১; dckushtia@mopa.gov.bd bbox=[339, 1210, 640, 1267]
